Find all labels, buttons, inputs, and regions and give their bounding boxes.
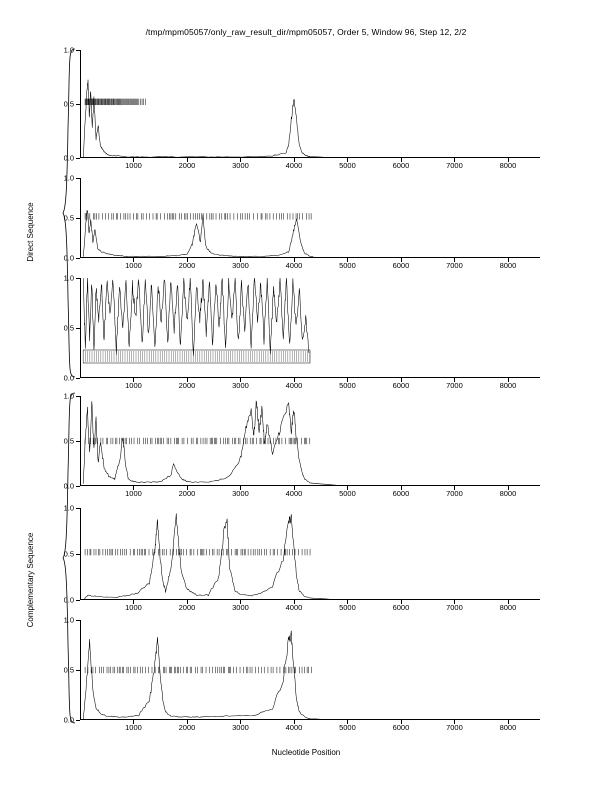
trace-curve (80, 278, 540, 378)
x-tick-label: 3000 (232, 381, 249, 390)
plot-area (80, 620, 540, 720)
x-tick-label: 6000 (392, 161, 410, 170)
trace-curve (80, 178, 540, 258)
x-tick-label: 7000 (446, 723, 463, 732)
x-tick-label: 8000 (499, 489, 517, 498)
y-tick (76, 328, 80, 329)
x-tick-label: 7000 (446, 381, 463, 390)
chart-panel-2 (63, 173, 540, 270)
sequence-marks (85, 99, 145, 105)
x-tick-label: 7000 (446, 161, 463, 170)
y-tick (76, 178, 80, 179)
shaded-band (83, 350, 310, 363)
x-tick-label: 3000 (232, 489, 249, 498)
y-axis-line (80, 396, 81, 486)
y-tick (76, 104, 80, 105)
sequence-marks (85, 667, 311, 673)
y-tick-label: 0.5 (63, 665, 74, 675)
chart-panel-6 (63, 615, 540, 732)
x-tick-label: 4000 (285, 723, 303, 732)
plot-area (80, 278, 540, 378)
x-tick-label: 1000 (125, 603, 142, 612)
x-tick-label: 5000 (339, 381, 356, 390)
y-tick (76, 508, 80, 509)
x-tick-label: 5000 (339, 261, 356, 270)
x-tick-label: 3000 (232, 723, 249, 732)
x-tick-label: 3000 (232, 261, 249, 270)
x-axis-title: Nucleotide Position (271, 748, 341, 757)
y-tick (76, 396, 80, 397)
x-tick-label: 8000 (499, 261, 517, 270)
y-tick-label: 1.0 (63, 503, 74, 513)
x-tick-label: 2000 (178, 603, 196, 612)
trace-curve (80, 50, 540, 158)
y-tick (76, 218, 80, 219)
x-tick-label: 5000 (339, 161, 356, 170)
chart-panel-4 (63, 391, 540, 498)
x-tick-label: 8000 (499, 161, 517, 170)
x-axis-line (80, 377, 540, 378)
x-tick-label: 2000 (178, 723, 196, 732)
y-tick (76, 441, 80, 442)
plot-area (80, 50, 540, 158)
y-tick-label: 0.5 (63, 549, 74, 559)
trace-curve (80, 396, 540, 486)
y-axis-line (80, 50, 81, 158)
x-axis-line (80, 157, 540, 158)
x-axis-line (80, 599, 540, 600)
x-tick-label: 6000 (392, 381, 410, 390)
y-tick (76, 670, 80, 671)
x-tick-label: 2000 (178, 261, 196, 270)
y-tick-label: 0.5 (63, 323, 74, 333)
y-tick (76, 378, 80, 379)
x-tick-label: 8000 (499, 603, 517, 612)
y-tick-label: 1.0 (63, 615, 74, 625)
chart-panel-1 (63, 45, 540, 170)
x-tick-label: 8000 (499, 723, 517, 732)
y-axis-line (80, 178, 81, 258)
trace-curve (80, 508, 540, 600)
trace-curve (80, 620, 540, 720)
y-tick-label: 0.0 (63, 373, 74, 383)
sequence-marks (85, 213, 311, 219)
y-tick (76, 158, 80, 159)
y-tick (76, 600, 80, 601)
x-tick-label: 4000 (285, 603, 303, 612)
x-tick-label: 6000 (392, 723, 410, 732)
x-tick-label: 1000 (125, 381, 142, 390)
y-tick-label: 1.0 (63, 173, 74, 183)
ylabel-direct-sequence: Direct Sequence (26, 202, 35, 262)
y-tick-label: 0.0 (63, 715, 74, 725)
x-tick-label: 6000 (392, 261, 410, 270)
y-tick (76, 486, 80, 487)
y-tick-label: 0.5 (63, 213, 74, 223)
y-tick-label: 1.0 (63, 273, 74, 283)
x-axis-line (80, 719, 540, 720)
y-axis-line (80, 508, 81, 600)
x-tick-label: 4000 (285, 161, 303, 170)
x-axis-line (80, 257, 540, 258)
x-tick-label: 5000 (339, 603, 356, 612)
y-tick (76, 278, 80, 279)
y-tick-label: 0.0 (63, 253, 74, 263)
x-tick-label: 7000 (446, 489, 463, 498)
y-tick-label: 1.0 (63, 391, 74, 401)
x-tick-label: 4000 (285, 261, 303, 270)
y-tick-label: 0.0 (63, 595, 74, 605)
chart-panel-5 (63, 503, 540, 612)
y-tick-label: 0.0 (63, 153, 74, 163)
y-tick (76, 50, 80, 51)
y-axis-line (80, 620, 81, 720)
x-tick-label: 2000 (178, 381, 196, 390)
y-tick (76, 258, 80, 259)
x-tick-label: 6000 (392, 603, 410, 612)
x-tick-label: 4000 (285, 381, 303, 390)
y-tick (76, 720, 80, 721)
x-tick-label: 7000 (446, 261, 463, 270)
sequence-marks (85, 438, 310, 444)
plot-area (80, 508, 540, 600)
x-tick-label: 1000 (125, 723, 142, 732)
y-tick-label: 1.0 (63, 45, 74, 55)
x-axis-line (80, 485, 540, 486)
y-tick (76, 620, 80, 621)
ylabel-complementary-sequence: Complementary Sequence (26, 532, 35, 628)
y-tick-label: 0.0 (63, 481, 74, 491)
figure-title: /tmp/mpm05057/only_raw_result_dir/mpm05057, Order 5, Window 96, Step 12, 2/2 (145, 27, 467, 37)
x-tick-label: 1000 (125, 261, 142, 270)
x-tick-label: 2000 (178, 161, 196, 170)
y-tick-label: 0.5 (63, 99, 74, 109)
plot-area (80, 178, 540, 258)
x-tick-label: 3000 (232, 603, 249, 612)
x-tick-label: 3000 (232, 161, 249, 170)
x-tick-label: 7000 (446, 603, 463, 612)
x-tick-label: 1000 (125, 489, 142, 498)
sequence-marks (85, 549, 310, 555)
x-tick-label: 4000 (285, 489, 303, 498)
x-tick-label: 2000 (178, 489, 196, 498)
y-tick-label: 0.5 (63, 436, 74, 446)
x-tick-label: 8000 (499, 381, 517, 390)
y-tick (76, 554, 80, 555)
x-tick-label: 1000 (125, 161, 142, 170)
chart-panel-3 (63, 273, 540, 390)
x-tick-label: 5000 (339, 489, 356, 498)
y-axis-line (80, 278, 81, 378)
x-tick-label: 5000 (339, 723, 356, 732)
plot-area (80, 396, 540, 486)
x-tick-label: 6000 (392, 489, 410, 498)
